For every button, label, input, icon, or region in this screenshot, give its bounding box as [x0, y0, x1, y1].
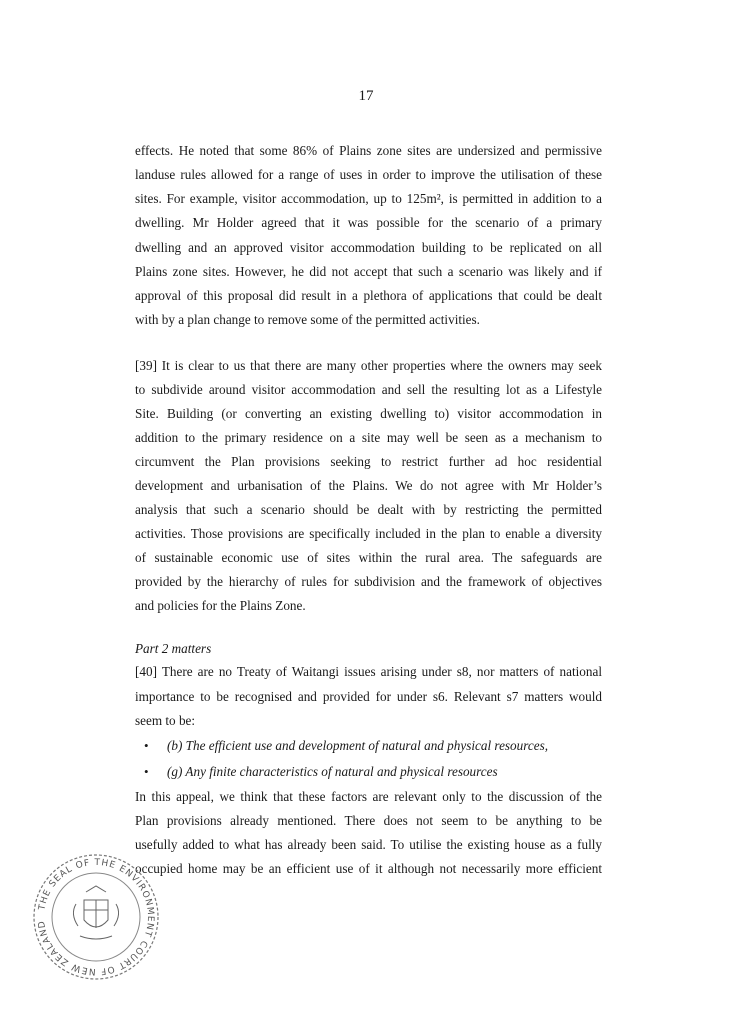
text-line: and policies for the Plains Zone. [135, 598, 306, 613]
text-line: dwelling and an approved visitor accommodation building to be replicated on all [135, 240, 602, 255]
text-line: approval of this proposal did result in a plethora of applications that could be dealt [135, 288, 602, 303]
text-line: occupied home may be an efficient use of it although not necessarily more efficient [135, 861, 602, 876]
text-line: analysis that such a scenario should be dealt with by restricting the permitted [135, 502, 602, 517]
bullet-symbol: • [144, 738, 149, 753]
court-seal [26, 852, 166, 982]
text-line: importance to be recognised and provided for under s6. Relevant s7 matters would [135, 689, 602, 704]
text-line: [39] It is clear to us that there are many other properties where the owners may seek [135, 358, 602, 373]
text-line: seem to be: [135, 713, 196, 728]
text-line: dwelling. Mr Holder agreed that it was possible for the scenario of a primary [135, 215, 602, 230]
page-number: 17 [358, 88, 374, 104]
text-line: In this appeal, we think that these factors are relevant only to the discussion of the [135, 789, 602, 804]
seal-text: THE SEAL OF THE ENVIRONMENT COURT OF NEW ZEALAND [36, 857, 156, 977]
bullet-item: (g) Any finite characteristics of natural and physical resources [167, 764, 498, 779]
text-line: usefully added to what has already been said. To utilise the existing house as a fully [135, 837, 602, 852]
text-line: effects. He noted that some 86% of Plains zone sites are undersized and permissive [135, 143, 602, 158]
text-line: development and urbanisation of the Plains. We do not agree with Mr Holder’s [135, 478, 602, 493]
text-line: Site. Building (or converting an existing dwelling to) visitor accommodation in [135, 406, 602, 421]
text-line: provided by the hierarchy of rules for subdivision and the framework of objectives [135, 574, 602, 589]
text-line: activities. Those provisions are specifically included in the plan to enable a diversity [135, 526, 602, 541]
coat-of-arms-icon [73, 886, 118, 939]
text-line: [40] There are no Treaty of Waitangi issues arising under s8, nor matters of national [135, 664, 602, 679]
text-line: with by a plan change to remove some of the permitted activities. [135, 312, 480, 327]
text-line: of sustainable economic use of sites within the rural area. The safeguards are [135, 550, 602, 565]
section-heading: Part 2 matters [135, 641, 212, 656]
text-line: addition to the primary residence on a site may well be seen as a mechanism to [135, 430, 602, 445]
text-line: circumvent the Plan provisions seeking to restrict further ad hoc residential [135, 454, 602, 469]
text-line: Plan provisions already mentioned. There does not seem to be anything to be [135, 813, 602, 828]
text-line: sites. For example, visitor accommodation, up to 125m², is permitted in addition to a [135, 191, 602, 206]
text-line: landuse rules allowed for a range of uses in order to improve the utilisation of these [135, 167, 602, 182]
text-line: to subdivide around visitor accommodation and sell the resulting lot as a Lifestyle [135, 382, 602, 397]
text-line: Plains zone sites. However, he did not accept that such a scenario was likely and if [135, 264, 602, 279]
bullet-item: (b) The efficient use and development of natural and physical resources, [167, 738, 549, 753]
bullet-symbol: • [144, 764, 149, 779]
